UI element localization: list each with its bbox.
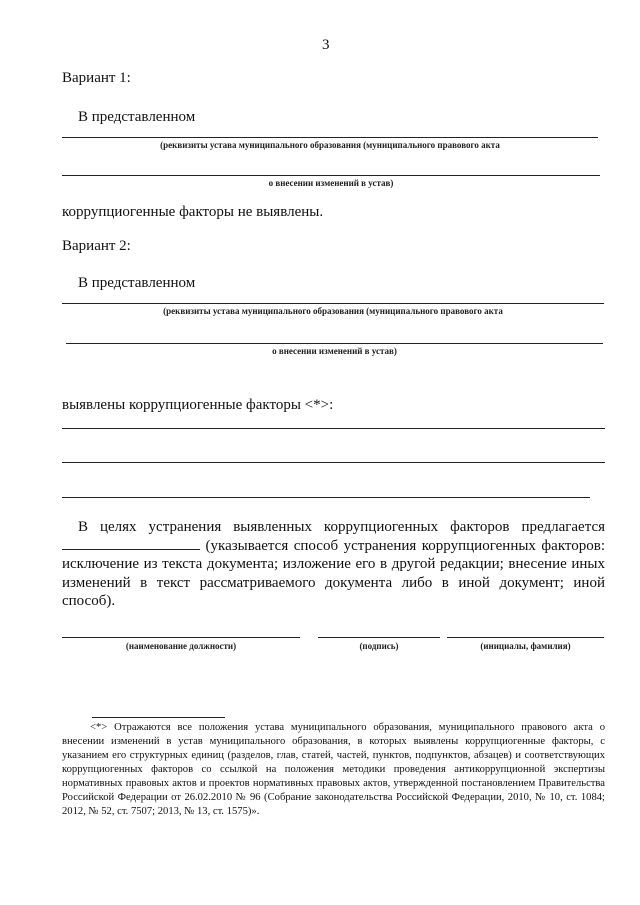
proposal-rest: (указывается способ устранения коррупциогенных факторов: исключение из текста документа; изложение его в другой редакции; внесение иных изменений в текст рассматриваемого документа либо в иной документ; иной способ). <box>62 537 606 609</box>
variant1-blank-line-1 <box>62 137 598 138</box>
variant1-caption-2: о внесении изменений в устав) <box>268 178 394 188</box>
variant1-intro: В представленном <box>78 109 196 125</box>
variant1-title: Вариант 1: <box>62 70 131 86</box>
factors-line-1 <box>62 428 605 429</box>
variant2-blank-line-1 <box>62 303 604 304</box>
signature-name-caption: (инициалы, фамилия) <box>480 641 571 651</box>
variant1-caption-1: (реквизиты устава муниципального образования (муниципального правового акта <box>160 140 500 150</box>
variant1-conclusion: коррупциогенные факторы не выявлены. <box>62 204 324 220</box>
signature-sign-line <box>318 637 440 638</box>
variant2-title: Вариант 2: <box>62 238 131 254</box>
variant2-intro: В представленном <box>78 275 196 291</box>
signature-name-line <box>447 637 604 638</box>
footnote-separator <box>92 717 225 718</box>
variant2-conclusion: выявлены коррупциогенные факторы <*>: <box>62 397 334 413</box>
signature-position-caption: (наименование должности) <box>125 641 237 651</box>
factors-line-3 <box>62 497 590 498</box>
footnote: <*> Отражаются все положения устава муниципального образования, муниципального правового акта о внесении изменений в устав муниципального образования, в которых выявлены коррупциогенные факторы, с указанием его структурных единиц (разделов, глав, статей, частей, пунктов, подпунктов, абзацев) и соответствующих коррупциогенных факторов со ссылкой на положения методики проведения антикоррупционной экспертизы нормативных правовых актов и проектов нормативных правовых актов, утвержденной постановлением Правительства Российской Федерации от 26.02.2010 № 96 (Собрание законодательства Российской Федерации, 2010, № 10, ст. 1084; 2012, № 52, ст. 7507; 2013, № 13, ст. 1575)». <box>62 722 605 817</box>
signature-sign-caption: (подпись) <box>359 641 399 651</box>
proposal-start: В целях устранения выявленных коррупциогенных факторов предлагается <box>78 519 605 535</box>
proposal-paragraph <box>62 518 605 611</box>
variant2-caption-2: о внесении изменений в устав) <box>272 346 397 356</box>
variant2-blank-line-2 <box>66 343 603 344</box>
signature-position-line <box>62 637 300 638</box>
proposal-blank <box>62 537 200 550</box>
variant2-caption-1: (реквизиты устава муниципального образования (муниципального правового акта <box>163 306 503 316</box>
factors-line-2 <box>62 462 605 463</box>
page-number: 3 <box>322 37 330 53</box>
variant1-blank-line-2 <box>62 175 600 176</box>
